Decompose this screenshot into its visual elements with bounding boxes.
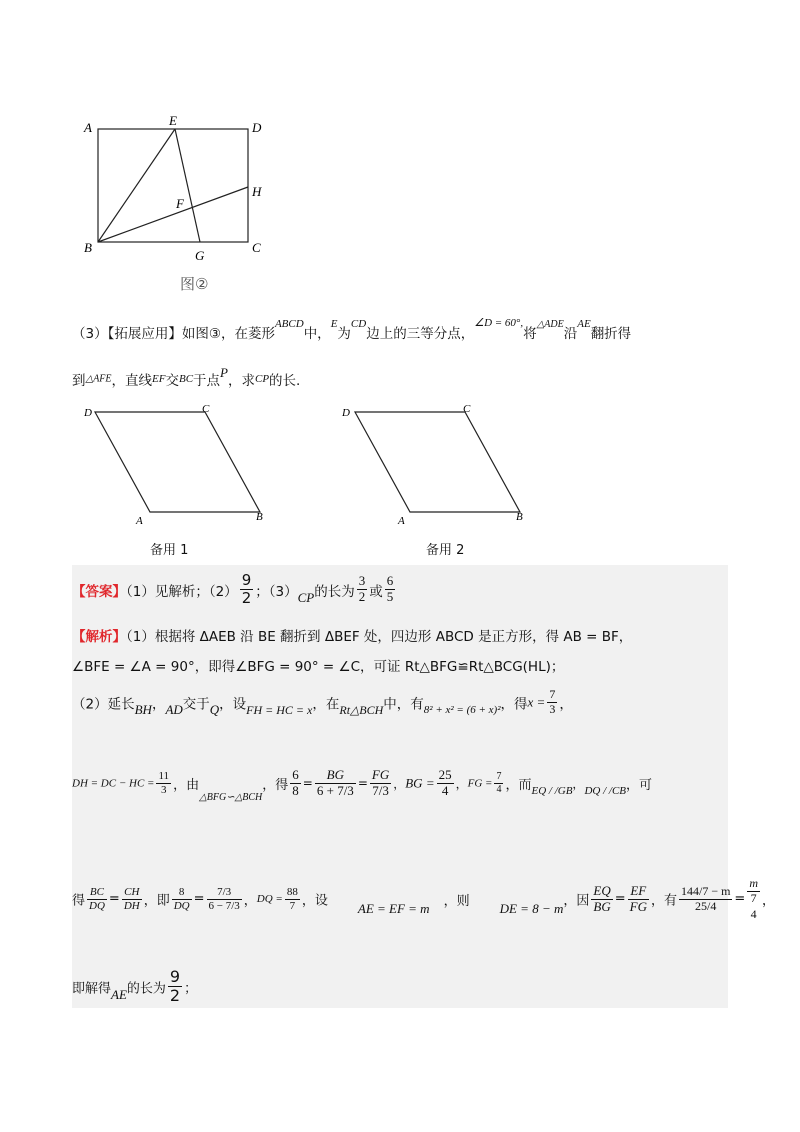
numerator: FG: [371, 767, 390, 782]
rhombus-2: [355, 412, 520, 512]
denominator: FG: [629, 898, 647, 914]
denominator: DQ: [173, 899, 190, 912]
answer-frac-1: [240, 572, 254, 608]
math-sim: △BFG∽△BCH: [199, 791, 263, 803]
frac-7-3: [207, 886, 242, 912]
math-dh: DH = DC − HC =: [72, 777, 155, 790]
backup-2-caption: 备用 2: [426, 543, 465, 558]
q3-text: 边上的三等分点，: [366, 326, 475, 342]
math-bg: BG =: [405, 775, 435, 791]
denominator: BG: [593, 898, 611, 914]
numerator: BG: [315, 768, 356, 784]
q3-cp: CP: [254, 373, 270, 385]
analysis-text: 的长为: [126, 981, 166, 997]
label-c: C: [202, 403, 210, 415]
denominator: 2: [358, 589, 366, 605]
analysis-text: ，得: [500, 696, 528, 713]
figure-2: [75, 110, 285, 290]
frac-dq: [285, 886, 300, 912]
numerator: 144/7 − m: [680, 883, 731, 898]
math-fh: FH = HC = x: [246, 702, 313, 717]
q3-text: 为: [337, 326, 351, 342]
q3-e: E: [330, 318, 338, 330]
analysis-text: ，: [151, 696, 166, 713]
denominator: 6 + 7/3: [316, 782, 354, 798]
label-b: B: [516, 511, 523, 523]
label-a: A: [136, 515, 143, 527]
frac-ratio-3: [370, 768, 391, 799]
answer-text: ；（3）: [255, 583, 298, 600]
denominator: 2: [241, 589, 252, 608]
analysis-line5: 得 $\frac{BC}{DQ}$ = $\frac{CH}{DH}$ ，即 $\frac{8}{DQ}$ = $\frac{7/3}{6 - 7/3}$ ，DQ = $\frac{88}{7}$ ，设 AE = EF = m ，则 DE = 8 − m，因 $\frac{EQ}{BG}$ = $\frac{EF}{FG}$ ，有 $\frac{144/7 - m}{25/4}$ = m 7 4，: [72, 876, 776, 921]
numerator: 7: [549, 687, 556, 701]
numerator: m: [749, 876, 758, 890]
denominator: 7: [750, 890, 757, 905]
label-e: E: [169, 113, 177, 128]
analysis-line2: [72, 655, 564, 675]
analysis-text: ，: [572, 776, 585, 791]
frac-fg: [494, 771, 503, 795]
q3-text: 的长.: [269, 373, 301, 389]
denominator: 8: [292, 782, 299, 798]
q3-line1: [72, 316, 632, 342]
math-q: Q: [209, 702, 220, 718]
frac-ratio-2: [315, 768, 356, 799]
numerator: 6: [292, 767, 299, 782]
denominator: DQ: [89, 899, 105, 912]
answer-text: 的长为: [314, 583, 355, 600]
math-rt: Rt△BCH: [339, 702, 384, 717]
frac-dh: [156, 770, 171, 796]
analysis-line1: [72, 625, 632, 645]
backup-1-caption: 备用 1: [150, 543, 189, 558]
label-g: G: [195, 248, 205, 263]
analysis-text: ，由: [173, 777, 200, 793]
segment-eg: [175, 129, 200, 242]
denominator: 7/3: [372, 782, 389, 798]
analysis-text: ，在: [312, 696, 340, 713]
frac-ratio-1: [290, 768, 301, 799]
q3-angle: ∠D = 60°,: [474, 316, 524, 329]
frac-bg: [437, 768, 454, 799]
q3-line2: [72, 365, 301, 389]
q3-tri2: △AFE: [85, 373, 112, 385]
analysis-text: ，可: [626, 777, 653, 793]
analysis-text: ，即: [143, 893, 170, 909]
math-dq: DQ =: [256, 893, 283, 906]
label-c: C: [463, 403, 471, 415]
numerator: 6: [386, 573, 394, 589]
denominator: 4: [441, 782, 449, 798]
q3-text: 翻折得: [590, 326, 632, 342]
q3-text: 交: [165, 373, 179, 389]
q3-text: 沿: [563, 326, 578, 342]
analysis-text: ；: [184, 981, 198, 997]
answer-text: （1）见解析；（2）: [126, 583, 238, 600]
numerator: BC: [87, 886, 107, 900]
label-b: B: [256, 511, 263, 523]
frac-result: [168, 968, 182, 1006]
math-parallel-1: EQ / /GB: [531, 785, 573, 798]
segment-bh: [98, 187, 248, 242]
label-d: D: [84, 407, 92, 419]
q3-text: ，求: [227, 373, 255, 389]
denominator: 6 − 7/3: [208, 899, 240, 912]
backup-figure-2: [340, 400, 540, 530]
analysis-text: ，: [455, 776, 468, 791]
q3-ae: AE: [577, 318, 591, 330]
frac-ef-fg: [628, 884, 649, 915]
denominator: 25/4: [695, 898, 717, 913]
q3-text: 到: [72, 373, 86, 389]
frac-ch-dh: [122, 886, 142, 912]
analysis-text: ，: [762, 893, 776, 909]
math-x: x =: [527, 694, 546, 710]
q3-text: ，直线: [111, 373, 153, 389]
answer-frac-2: [357, 574, 368, 605]
math-fg: FG =: [467, 777, 493, 790]
math-ae-2: AE: [111, 986, 127, 1002]
analysis-text: ，因: [563, 893, 590, 909]
numerator: 3: [358, 573, 366, 589]
numerator: 9: [241, 571, 252, 589]
analysis-text: ，设: [301, 893, 328, 909]
analysis-text: （2）延长: [72, 696, 135, 713]
denominator: 3: [549, 701, 556, 716]
denominator: 7: [289, 899, 296, 912]
analysis-line3: [72, 688, 573, 717]
math-ae: AE = EF = m: [357, 901, 430, 917]
q3-tri: △ADE: [536, 318, 564, 330]
analysis-text: ，而: [505, 777, 532, 793]
q3-text: （3）【拓展应用】如图③，在菱形: [72, 326, 275, 342]
denominator: 4: [496, 783, 502, 795]
q3-text: 将: [523, 326, 537, 342]
sub-denominator: 4: [750, 906, 757, 921]
q3-ef: EF: [152, 373, 166, 385]
denominator: DH: [123, 899, 140, 912]
label-b: B: [84, 240, 92, 255]
square-abcd: [98, 129, 248, 242]
label-f: F: [176, 196, 184, 211]
label-d: D: [342, 407, 350, 419]
answer-frac-3: [385, 574, 396, 605]
rhombus-1: [95, 412, 260, 512]
analysis-text: 中，有: [383, 696, 424, 713]
q3-rhombus: ABCD: [274, 318, 304, 330]
label-h: H: [252, 184, 262, 199]
analysis-text: ，得: [262, 777, 289, 793]
numerator: 9: [169, 967, 181, 986]
frac-big: [679, 885, 732, 914]
math-bh: BH: [134, 702, 152, 718]
denominator: 3: [161, 783, 167, 796]
frac-bc-dq: [87, 886, 107, 912]
analysis-text: ，则: [443, 893, 470, 909]
label-a: A: [84, 120, 92, 135]
analysis-text: 即解得: [72, 981, 112, 997]
analysis-text: ，: [559, 696, 573, 713]
answer-line: [72, 572, 397, 608]
analysis-line4: DH = DC − HC = $\frac{11}{3}$ ，由$_{\triangle BFG∽\triangle BCH}$，得 $\frac{6}{8}$ = $\frac{BG}{6 + 7/3}$ = $\frac{FG}{7/3}$ ，BG = $\frac{25}{4}$ ，FG = $\frac{7}{4}$ ，而EQ / /GB，DQ / /CB，可: [72, 767, 653, 803]
numerator: EF: [628, 884, 649, 900]
numerator: 7/3: [207, 886, 242, 900]
label-c: C: [252, 240, 261, 255]
math-de: DE = 8 − m: [499, 901, 564, 917]
numerator: EQ: [593, 882, 611, 898]
answer-cp: CP: [297, 589, 315, 605]
q3-text: 中，: [303, 326, 331, 342]
analysis-text: ，设: [219, 696, 247, 713]
analysis-text: ∠BFE = ∠A = 90°，即得∠BFG = 90° = ∠C，可证 Rt△BFG≌Rt△BCG(HL)；: [72, 659, 565, 675]
numerator: 8: [172, 886, 192, 900]
math-eq: 8² + x² = (6 + x)²: [423, 704, 501, 717]
analysis-text: ，: [243, 893, 257, 909]
analysis-text: ，有: [650, 893, 677, 909]
analysis-text: 交于: [182, 696, 210, 713]
math-ad: AD: [165, 702, 183, 718]
numerator: CH: [122, 886, 142, 900]
analysis-tag: 【解析】: [72, 629, 126, 645]
frac-x: [547, 688, 557, 717]
figure-2-caption: 图②: [180, 275, 209, 293]
analysis-text: （1）根据将 ΔAEB 沿 BE 翻折到 ΔBEF 处，四边形 ABCD 是正方形，得 AB = BF，: [126, 629, 633, 645]
analysis-line6: [72, 968, 197, 1006]
frac-m-7: [747, 877, 760, 921]
frac-eq-bg: [591, 884, 612, 915]
numerator: 7: [496, 771, 502, 783]
numerator: 11: [158, 770, 170, 783]
q3-text: 于点: [193, 373, 221, 389]
math-parallel-2: DQ / /CB: [584, 785, 626, 798]
answer-tag: 【答案】: [72, 583, 126, 600]
q3-p: P: [220, 365, 228, 380]
q3-cd: CD: [350, 318, 367, 330]
denominator: 2: [169, 986, 181, 1006]
segment-be: [98, 129, 175, 242]
label-a: A: [398, 515, 405, 527]
numerator: 25: [438, 767, 452, 782]
analysis-text: 得: [72, 893, 86, 909]
numerator: 88: [286, 886, 298, 899]
analysis-text: ，: [393, 776, 406, 791]
answer-text: 或: [369, 583, 383, 600]
frac-8-dq: [172, 886, 192, 912]
backup-figure-1: [80, 400, 280, 530]
q3-bc: BC: [178, 373, 194, 385]
denominator: 5: [386, 589, 394, 605]
label-d: D: [252, 120, 262, 135]
